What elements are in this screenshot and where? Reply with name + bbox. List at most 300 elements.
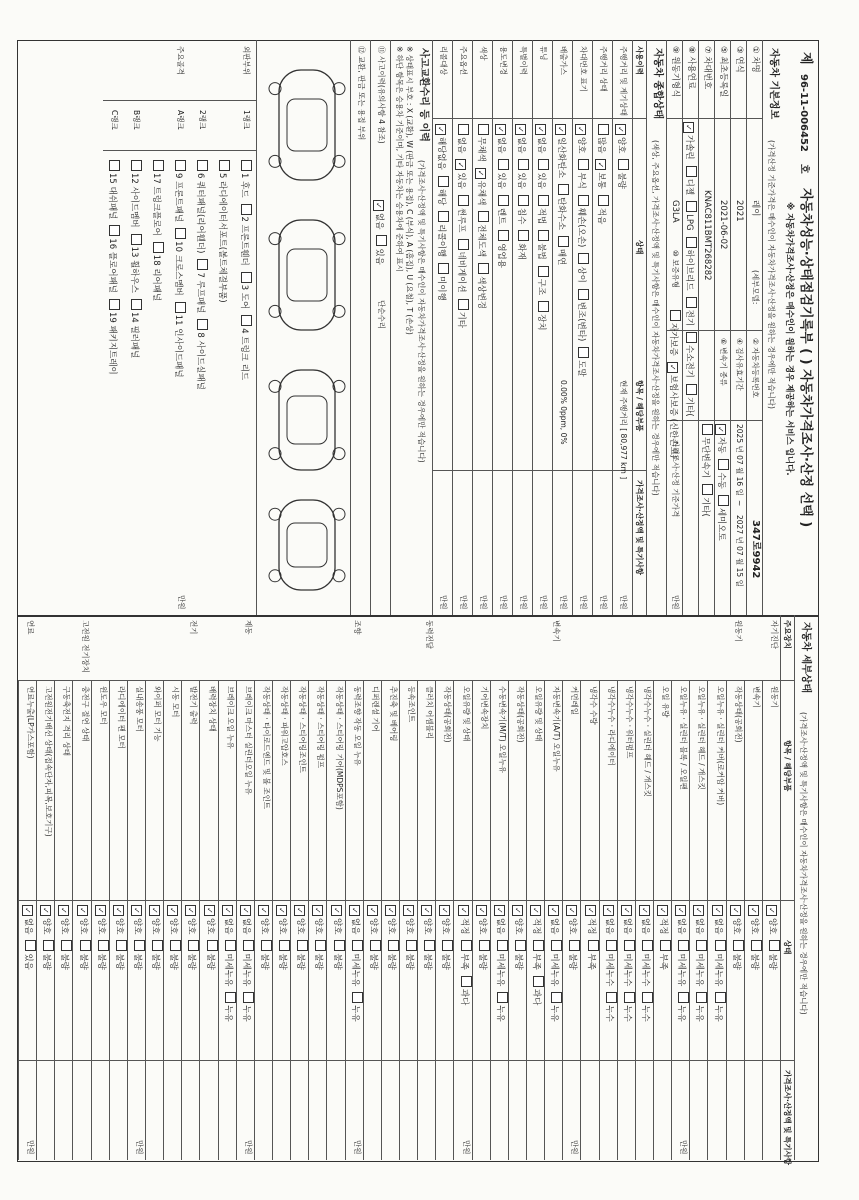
checkbox[interactable] [109,225,120,236]
option[interactable] [186,905,196,934]
checkbox[interactable] [225,992,236,1003]
option[interactable] [531,905,541,934]
checkbox[interactable] [152,940,163,951]
option[interactable] [350,905,360,934]
checkbox[interactable] [518,230,529,241]
option[interactable] [496,230,506,268]
checkbox[interactable] [693,905,704,916]
checkbox[interactable] [442,940,453,951]
option[interactable] [259,940,269,969]
checkbox[interactable] [461,940,472,951]
option[interactable] [350,940,360,986]
option[interactable] [700,484,710,517]
option[interactable] [368,905,378,934]
checkbox[interactable] [715,940,726,951]
option[interactable] [241,992,251,1021]
option[interactable] [96,940,106,969]
option[interactable] [536,124,546,153]
checkbox[interactable] [533,940,544,951]
option[interactable] [129,234,139,293]
option[interactable] [173,228,183,296]
checkbox[interactable] [98,940,109,951]
option[interactable] [476,211,486,257]
option[interactable] [374,200,384,229]
option[interactable] [713,992,723,1021]
option[interactable] [516,230,526,259]
checkbox[interactable] [686,297,697,308]
checkbox[interactable] [512,905,523,916]
checkbox[interactable] [578,347,589,358]
option[interactable] [129,160,139,228]
option[interactable] [596,195,606,224]
option[interactable] [350,992,360,1021]
option[interactable] [456,299,466,328]
checkbox[interactable] [621,905,632,916]
checkbox[interactable] [197,319,208,330]
option[interactable] [536,195,546,224]
option[interactable] [684,122,694,160]
option[interactable] [456,159,466,188]
option[interactable] [731,905,741,934]
option[interactable] [477,940,487,969]
checkbox[interactable] [258,905,269,916]
option[interactable] [404,940,414,969]
option[interactable] [241,905,251,934]
option[interactable] [640,940,650,986]
option[interactable] [556,236,566,265]
option[interactable] [622,905,632,934]
checkbox[interactable] [367,905,378,916]
checkbox[interactable] [606,940,617,951]
option[interactable] [168,940,178,969]
option[interactable] [241,940,251,986]
checkbox[interactable] [170,940,181,951]
checkbox[interactable] [497,940,508,951]
option[interactable] [386,940,396,969]
option[interactable] [767,905,777,934]
checkbox[interactable] [535,124,546,135]
option[interactable] [658,905,668,934]
checkbox[interactable] [533,976,544,987]
checkbox[interactable] [435,124,446,135]
checkbox[interactable] [715,424,726,435]
checkbox[interactable] [458,299,469,310]
option[interactable] [114,940,124,969]
checkbox[interactable] [109,160,120,171]
checkbox[interactable] [153,242,164,253]
checkbox[interactable] [219,160,230,171]
option[interactable] [41,905,51,934]
option[interactable] [586,940,596,969]
checkbox[interactable] [479,940,490,951]
option[interactable] [700,424,710,478]
checkbox[interactable] [678,940,689,951]
checkbox[interactable] [478,263,489,274]
checkbox[interactable] [718,459,729,470]
option[interactable] [749,940,759,969]
checkbox[interactable] [686,332,697,343]
option[interactable] [107,160,117,219]
checkbox[interactable] [334,940,345,951]
checkbox[interactable] [241,315,252,326]
checkbox[interactable] [131,234,142,245]
checkbox[interactable] [475,168,486,179]
option[interactable] [205,905,215,934]
checkbox[interactable] [131,905,142,916]
option[interactable] [422,905,432,934]
checkbox[interactable] [188,940,199,951]
checkbox[interactable] [225,940,236,951]
option[interactable] [477,905,487,934]
checkbox[interactable] [243,992,254,1003]
checkbox[interactable] [569,940,580,951]
checkbox[interactable] [370,940,381,951]
option[interactable] [616,124,626,153]
option[interactable] [684,166,694,195]
option[interactable] [767,940,777,969]
checkbox[interactable] [686,384,697,395]
option[interactable] [516,195,526,224]
checkbox[interactable] [478,124,489,135]
option[interactable] [129,299,139,358]
option[interactable] [223,992,233,1021]
checkbox[interactable] [575,124,586,135]
checkbox[interactable] [455,159,466,170]
option[interactable] [332,940,342,969]
checkbox[interactable] [578,159,589,170]
checkbox[interactable] [769,940,780,951]
option[interactable] [151,160,161,236]
checkbox[interactable] [352,992,363,1003]
option[interactable] [549,992,559,1021]
checkbox[interactable] [733,940,744,951]
option[interactable] [516,124,526,153]
option[interactable] [622,940,632,986]
checkbox[interactable] [352,940,363,951]
checkbox[interactable] [558,236,569,247]
option[interactable] [476,124,486,162]
option[interactable] [640,992,650,1021]
checkbox[interactable] [58,905,69,916]
checkbox[interactable] [77,905,88,916]
checkbox[interactable] [458,124,469,135]
option[interactable] [604,992,614,1021]
checkbox[interactable] [241,272,252,283]
checkbox[interactable] [551,940,562,951]
option[interactable] [576,289,586,341]
checkbox[interactable] [578,289,589,300]
checkbox[interactable] [595,159,606,170]
checkbox[interactable] [675,905,686,916]
checkbox[interactable] [538,195,549,206]
checkbox[interactable] [279,940,290,951]
checkbox[interactable] [585,905,596,916]
checkbox[interactable] [686,166,697,177]
option[interactable] [567,905,577,934]
option[interactable] [107,225,117,293]
option[interactable] [436,211,446,257]
checkbox[interactable] [439,905,450,916]
checkbox[interactable] [421,905,432,916]
option[interactable] [277,905,287,934]
option[interactable] [604,940,614,986]
checkbox[interactable] [175,302,186,313]
checkbox[interactable] [766,905,777,916]
checkbox[interactable] [696,940,707,951]
option[interactable] [440,905,450,934]
checkbox[interactable] [730,905,741,916]
checkbox[interactable] [751,940,762,951]
option[interactable] [313,905,323,934]
checkbox[interactable] [315,940,326,951]
option[interactable] [436,124,446,170]
option[interactable] [495,905,505,934]
checkbox[interactable] [657,905,668,916]
option[interactable] [513,940,523,969]
checkbox[interactable] [497,992,508,1003]
option[interactable] [716,459,726,488]
checkbox[interactable] [167,905,178,916]
checkbox[interactable] [618,159,629,170]
option[interactable] [195,160,205,253]
checkbox[interactable] [538,159,549,170]
checkbox[interactable] [80,940,91,951]
checkbox[interactable] [458,239,469,250]
option[interactable] [313,940,323,969]
option[interactable] [640,905,650,934]
option[interactable] [576,124,586,153]
option[interactable] [239,315,249,380]
option[interactable] [616,159,626,188]
option[interactable] [556,124,566,178]
checkbox[interactable] [555,124,566,135]
checkbox[interactable] [538,230,549,241]
option[interactable] [658,940,668,969]
option[interactable] [536,301,546,330]
option[interactable] [549,905,559,934]
checkbox[interactable] [498,230,509,241]
option[interactable] [295,905,305,934]
checkbox[interactable] [548,905,559,916]
option[interactable] [596,159,606,188]
checkbox[interactable] [748,905,759,916]
option[interactable] [168,905,178,934]
checkbox[interactable] [241,160,252,171]
checkbox[interactable] [385,905,396,916]
option[interactable] [684,332,694,378]
option[interactable] [23,905,33,934]
option[interactable] [96,905,106,934]
option[interactable] [332,905,342,934]
checkbox[interactable] [603,905,614,916]
option[interactable] [223,905,233,934]
option[interactable] [716,424,726,453]
option[interactable] [23,940,33,969]
checkbox[interactable] [598,124,609,135]
option[interactable] [495,940,505,986]
checkbox[interactable] [373,200,384,211]
option[interactable] [495,992,505,1021]
checkbox[interactable] [458,195,469,206]
option[interactable] [536,266,546,295]
option[interactable] [676,992,686,1021]
checkbox[interactable] [538,266,549,277]
checkbox[interactable] [478,211,489,222]
checkbox[interactable] [349,905,360,916]
option[interactable] [436,263,446,301]
checkbox[interactable] [494,905,505,916]
checkbox[interactable] [686,201,697,212]
checkbox[interactable] [61,940,72,951]
checkbox[interactable] [331,905,342,916]
checkbox[interactable] [498,195,509,206]
option[interactable] [223,940,233,986]
option[interactable] [536,230,546,259]
option[interactable] [567,940,577,969]
checkbox[interactable] [438,211,449,222]
checkbox[interactable] [207,940,218,951]
option[interactable] [713,940,723,986]
option[interactable] [78,940,88,969]
checkbox[interactable] [388,940,399,951]
option[interactable] [59,905,69,934]
option[interactable] [586,905,596,934]
option[interactable] [195,319,205,389]
option[interactable] [516,159,526,188]
option[interactable] [531,940,541,969]
option[interactable] [456,239,466,293]
checkbox[interactable] [134,940,145,951]
checkbox[interactable] [376,235,387,246]
option[interactable] [151,242,161,301]
option[interactable] [440,940,450,969]
option[interactable] [536,159,546,188]
checkbox[interactable] [197,160,208,171]
checkbox[interactable] [498,159,509,170]
checkbox[interactable] [678,992,689,1003]
checkbox[interactable] [588,940,599,951]
checkbox[interactable] [149,905,160,916]
option[interactable] [496,195,506,224]
checkbox[interactable] [197,259,208,270]
checkbox[interactable] [461,976,472,987]
checkbox[interactable] [294,905,305,916]
checkbox[interactable] [686,237,697,248]
option[interactable] [496,159,506,188]
checkbox[interactable] [297,940,308,951]
option[interactable] [556,184,566,230]
option[interactable] [459,905,469,934]
checkbox[interactable] [175,228,186,239]
option[interactable] [205,940,215,969]
option[interactable] [684,237,694,291]
checkbox[interactable] [624,940,635,951]
option[interactable] [173,302,183,378]
option[interactable] [749,905,759,934]
checkbox[interactable] [495,124,506,135]
checkbox[interactable] [438,176,449,187]
option[interactable] [459,976,469,1005]
checkbox[interactable] [642,992,653,1003]
checkbox[interactable] [702,424,713,435]
option[interactable] [549,940,559,986]
checkbox[interactable] [670,310,681,321]
checkbox[interactable] [538,301,549,312]
option[interactable] [217,160,227,303]
option[interactable] [694,940,704,986]
option[interactable] [132,905,142,934]
option[interactable] [404,905,414,934]
option[interactable] [576,159,586,188]
checkbox[interactable] [261,940,272,951]
option[interactable] [622,992,632,1021]
checkbox[interactable] [566,905,577,916]
checkbox[interactable] [131,160,142,171]
option[interactable] [422,940,432,969]
option[interactable] [576,347,586,376]
option[interactable] [150,940,160,969]
option[interactable] [368,940,378,969]
option[interactable] [456,195,466,233]
option[interactable] [259,905,269,934]
checkbox[interactable] [438,263,449,274]
option[interactable] [684,384,694,417]
checkbox[interactable] [667,362,678,373]
checkbox[interactable] [598,195,609,206]
checkbox[interactable] [153,160,164,171]
checkbox[interactable] [696,992,707,1003]
checkbox[interactable] [403,905,414,916]
option[interactable] [694,992,704,1021]
checkbox[interactable] [715,992,726,1003]
checkbox[interactable] [22,905,33,916]
checkbox[interactable] [424,940,435,951]
checkbox[interactable] [458,905,469,916]
checkbox[interactable] [476,905,487,916]
checkbox[interactable] [95,905,106,916]
option[interactable] [676,940,686,986]
option[interactable] [684,201,694,230]
option[interactable] [239,272,249,310]
checkbox[interactable] [551,992,562,1003]
option[interactable] [476,263,486,309]
checkbox[interactable] [131,299,142,310]
checkbox[interactable] [606,992,617,1003]
checkbox[interactable] [222,905,233,916]
option[interactable] [173,160,183,222]
option[interactable] [277,940,287,969]
option[interactable] [239,204,249,266]
checkbox[interactable] [518,159,529,170]
option[interactable] [59,940,69,969]
checkbox[interactable] [683,122,694,133]
option[interactable] [496,124,506,153]
checkbox[interactable] [639,905,650,916]
checkbox[interactable] [578,253,589,264]
checkbox[interactable] [530,905,541,916]
checkbox[interactable] [515,124,526,135]
checkbox[interactable] [241,204,252,215]
option[interactable] [713,905,723,934]
checkbox[interactable] [175,160,186,171]
checkbox[interactable] [185,905,196,916]
option[interactable] [676,905,686,934]
option[interactable] [107,299,117,375]
checkbox[interactable] [116,940,127,951]
option[interactable] [731,940,741,969]
checkbox[interactable] [518,195,529,206]
option[interactable] [596,124,606,153]
